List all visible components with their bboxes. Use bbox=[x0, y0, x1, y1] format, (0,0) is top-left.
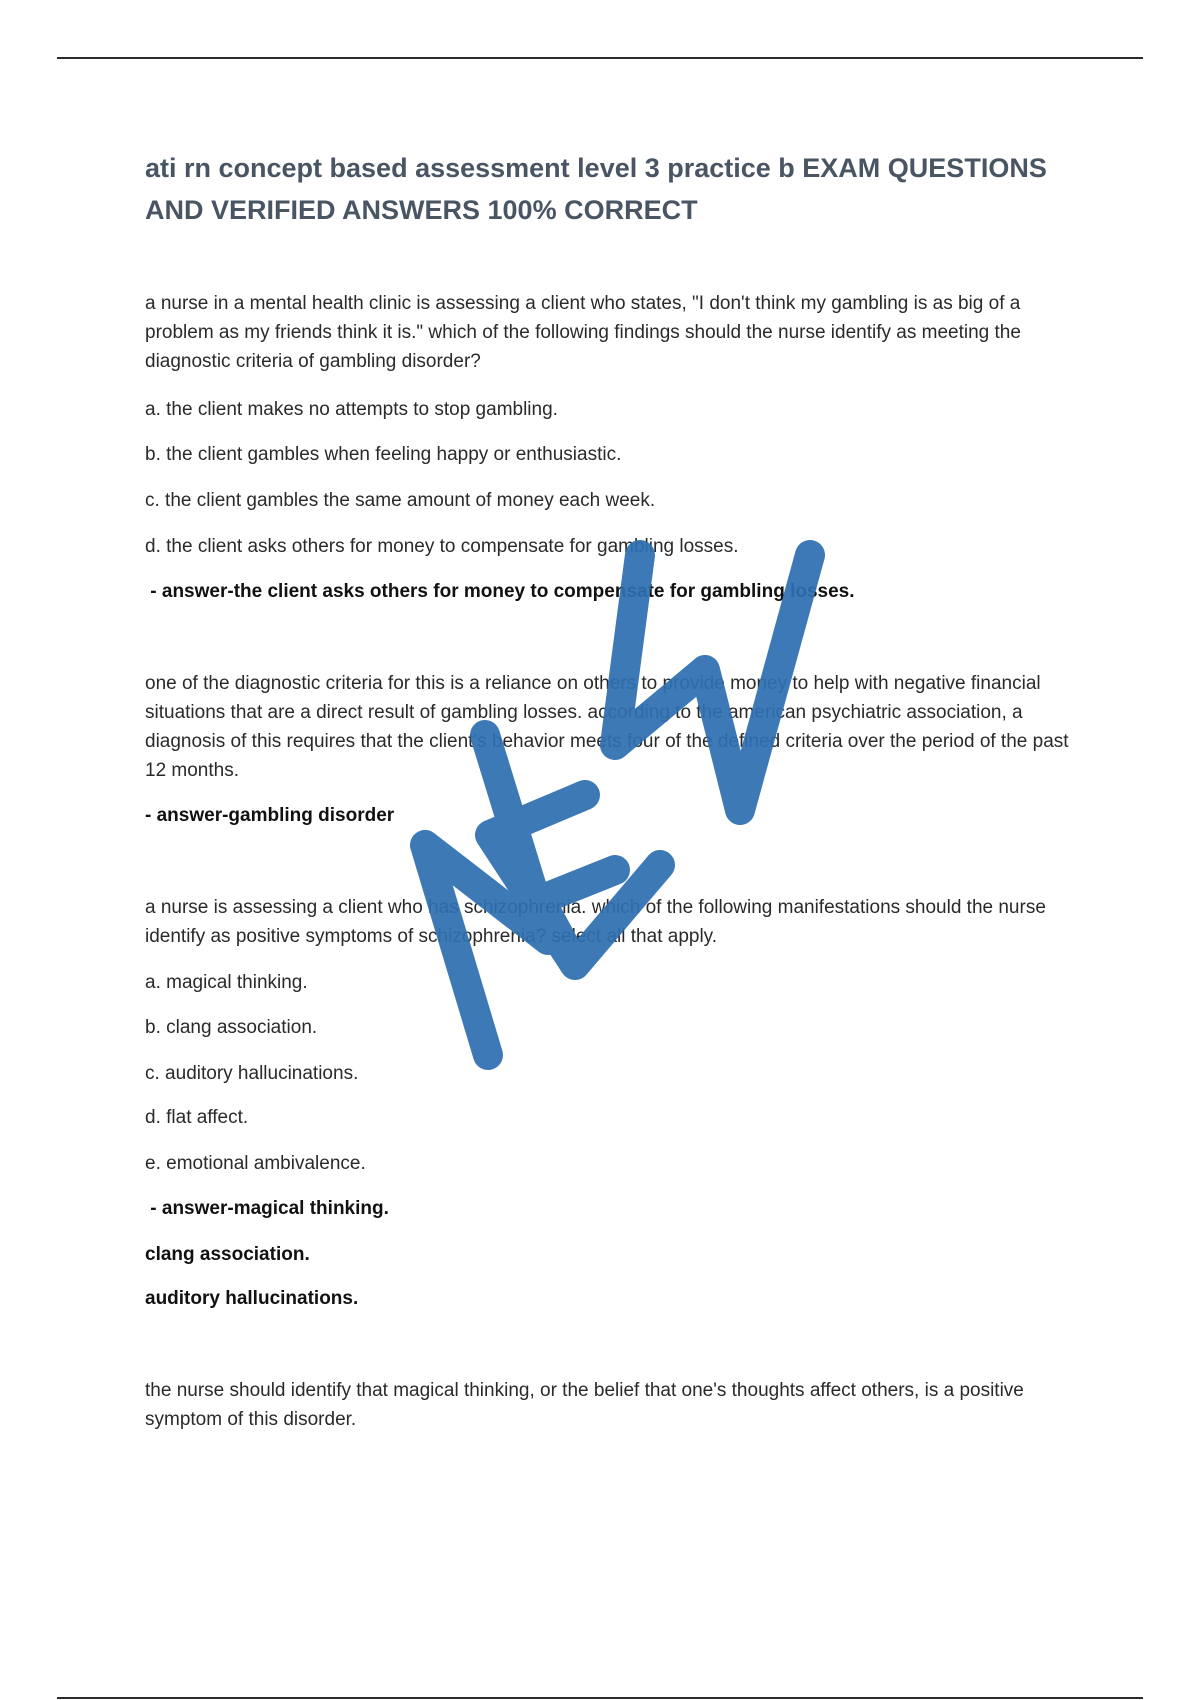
question-3-stem: a nurse is assessing a client who has schizophrenia. which of the following manifestations should the nurse identify as positive symptoms of schizophrenia? select all that apply. bbox=[145, 897, 1046, 947]
question-3-option-a: a. magical thinking. bbox=[145, 972, 308, 993]
question-1-option-a: a. the client makes no attempts to stop gambling. bbox=[145, 399, 558, 420]
question-3-option-c: c. auditory hallucinations. bbox=[145, 1063, 359, 1084]
question-2-answer: - answer-gambling disorder bbox=[145, 805, 395, 826]
question-4-explanation: the nurse should identify that magical thinking, or the belief that one's thoughts affect others, is a positive symptom of this disorder. bbox=[145, 1380, 1024, 1430]
question-1-answer: - answer-the client asks others for money to compensate for gambling losses. bbox=[145, 581, 855, 602]
header-rule bbox=[57, 57, 1143, 59]
question-3-answer-3: auditory hallucinations. bbox=[145, 1288, 359, 1309]
question-3-option-d: d. flat affect. bbox=[145, 1107, 249, 1128]
question-1-option-c: c. the client gambles the same amount of money each week. bbox=[145, 490, 656, 511]
question-1-option-d: d. the client asks others for money to compensate for gambling losses. bbox=[145, 536, 739, 557]
question-3-option-e: e. emotional ambivalence. bbox=[145, 1153, 366, 1174]
question-1-option-b: b. the client gambles when feeling happy or enthusiastic. bbox=[145, 444, 622, 465]
question-3-answer-2: clang association. bbox=[145, 1244, 310, 1265]
question-1-stem: a nurse in a mental health clinic is assessing a client who states, "I don't think my gambling is as big of a problem as my friends think it is." which of the following findings should the nurse identify as meeting the diagnostic criteria of gambling disorder? bbox=[145, 293, 1021, 372]
question-3-answer-1: - answer-magical thinking. bbox=[145, 1198, 389, 1219]
question-3-option-b: b. clang association. bbox=[145, 1017, 318, 1038]
footer-rule bbox=[57, 1697, 1143, 1699]
question-2-stem: one of the diagnostic criteria for this is a reliance on others to provide money to help with negative financial situations that are a direct result of gambling losses. according to the american psychiatric association, a diagnosis of this requires that the client's behavior meets four of the defined criteria over the period of the past 12 months. bbox=[145, 673, 1069, 781]
document-title: ati rn concept based assessment level 3 practice b EXAM QUESTIONS AND VERIFIED ANSWERS 100% CORRECT bbox=[145, 153, 1047, 225]
